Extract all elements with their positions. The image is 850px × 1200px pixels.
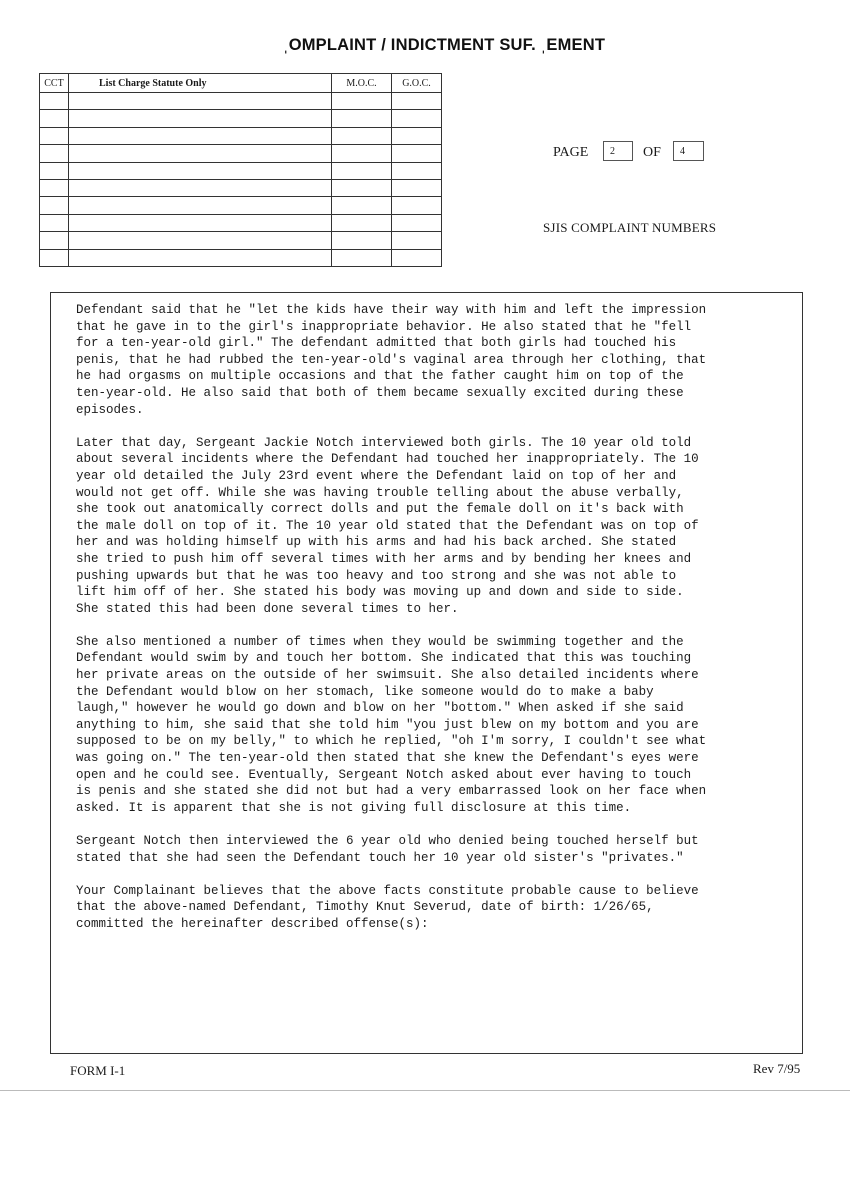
charge-cell [392,110,442,127]
charge-cell [69,145,332,162]
narrative-paragraph: Defendant said that he "let the kids have their way with him and left the impression that he gave in to the girl's inappropriate behavior. He also stated that he "fell for a ten-year-old girl." The defendant admitted that both girls had touched his penis, that he had rubbed the ten-year-old's vaginal area through her clothing, that he had orgasms on multiple occasions and that the father caught him on top of the ten-year-old. He also said that both of them became sexually excited during these episodes. [76,303,707,417]
charge-cell [392,145,442,162]
charge-row [40,93,442,110]
charge-cell [40,214,69,231]
of-label: OF [643,145,661,160]
charge-cell [392,179,442,196]
charges-table [39,73,442,267]
charge-cell [332,197,392,214]
charge-cell [392,197,442,214]
charge-cell [69,93,332,110]
charge-cell [392,232,442,249]
total-pages-field: 4 [673,141,704,161]
charge-cell [40,249,69,266]
column-header-cct: CCT [40,74,69,93]
charge-cell [69,249,332,266]
charge-cell [40,197,69,214]
column-header-goc: G.O.C. [392,74,442,93]
charge-cell [392,162,442,179]
charge-row [40,249,442,266]
column-header-moc: M.O.C. [332,74,392,93]
charge-cell [332,127,392,144]
charge-cell [392,127,442,144]
charge-cell [392,214,442,231]
charge-cell [332,179,392,196]
charge-row [40,162,442,179]
charge-cell [332,214,392,231]
charge-row [40,232,442,249]
narrative-paragraph: Sergeant Notch then interviewed the 6 year old who denied being touched herself but stated that she had seen the Defendant touch her 10 year old sister's "privates." [76,834,699,865]
form-title: ˌOMPLAINT / INDICTMENT SUF. ˌEMENT [283,36,606,54]
charge-cell [332,93,392,110]
charge-cell [40,162,69,179]
charge-row [40,197,442,214]
charge-cell [332,162,392,179]
charge-cell [69,197,332,214]
page-number-field: 2 [603,141,633,161]
charge-cell [69,110,332,127]
charge-cell [332,249,392,266]
charge-cell [40,145,69,162]
charge-cell [69,127,332,144]
sjis-complaint-numbers-label: SJIS COMPLAINT NUMBERS [543,220,717,235]
charges-table-header [40,74,442,93]
charge-row [40,110,442,127]
charge-row [40,179,442,196]
form-id: FORM I-1 [70,1063,126,1078]
charge-cell [69,232,332,249]
page-label: PAGE [553,145,589,160]
narrative-paragraph: Your Complainant believes that the above facts constitute probable cause to believe that the above-named Defendant, Timothy Knut Severud, date of birth: 1/26/65, committed the hereinafter described offense(s): [76,883,699,931]
charge-cell [392,249,442,266]
charges-table-body [40,93,442,267]
charge-cell [69,214,332,231]
charge-cell [332,145,392,162]
narrative-paragraph: Later that day, Sergeant Jackie Notch interviewed both girls. The 10 year old told about several incidents where the Defendant had touched her inappropriately. The 10 year old detailed the July 23rd event where the Defendant laid on top of her and would not get off. While she was having trouble telling about the abuse verbally, she took out anatomically correct dolls and put the female doll on it's back with the male doll on top of it. The 10 year old stated that the Defendant was on top of her and was holding himself up with his arms and had his back arched. She stated she tried to push him off several times with her arms and by bending her knees and pushing upwards but that he was too heavy and too strong and she was not able to lift him off of her. She stated his body was moving up and down and side to side. She stated this had been done several times to her. [76,435,699,616]
charge-cell [69,162,332,179]
column-header-statute: List Charge Statute Only [69,74,332,93]
charge-cell [69,179,332,196]
charge-cell [40,110,69,127]
charge-row [40,214,442,231]
charge-cell [40,93,69,110]
charge-cell [392,93,442,110]
charge-row [40,145,442,162]
narrative-box [50,292,803,1054]
page-edge-line [0,1090,850,1091]
charge-cell [332,232,392,249]
charge-cell [40,127,69,144]
revision-label: Rev 7/95 [753,1061,801,1076]
charge-cell [40,232,69,249]
charge-cell [332,110,392,127]
narrative-paragraph: She also mentioned a number of times when they would be swimming together and the Defendant would swim by and touch her bottom. She indicated that this was touching her private areas on the outside of her swimsuit. She also detailed incidents where the Defendant would blow on her stomach, like someone would do to make a baby laugh," however he would go down and blow on her "bottom." When asked if she said anything to him, she said that she told him "you just blew on my bottom and you are supposed to be on my belly," to which he replied, "oh I'm sorry, I couldn't see what was going on." The ten-year-old then stated that she knew the Defendant's eyes were open and he could see. Eventually, Sergeant Notch asked about ever having to touch is penis and she stated she did not but had a very embarrassed look on her face when asked. It is apparent that she is not giving full disclosure at this time. [76,634,707,815]
charge-cell [40,179,69,196]
charge-row [40,127,442,144]
